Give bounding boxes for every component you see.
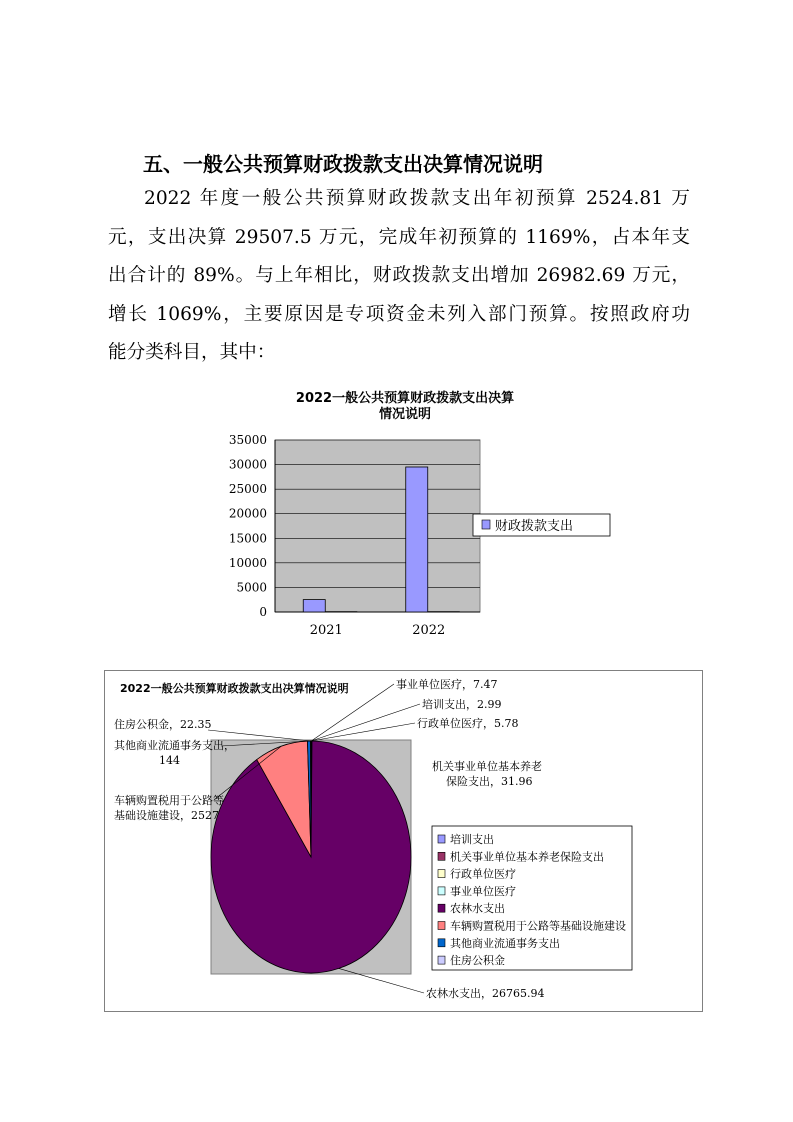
pie-legend-label: 行政单位医疗: [450, 867, 516, 881]
pie-legend-swatch: [438, 956, 445, 964]
pie-data-label: 住房公积金，22.35: [114, 718, 212, 731]
paragraph-line: 2022 年度一般公共预算财政拨款支出年初预算 2524.81 万: [144, 188, 690, 209]
bar-chart: [200, 380, 620, 645]
pie-legend-swatch: [438, 904, 445, 912]
bar-chart-subtitle: 情况说明: [378, 407, 432, 422]
paragraph-line: 元，支出决算 29507.5 万元，完成年初预算的 1169%，占本年支: [108, 226, 690, 248]
section-heading: 五、一般公共预算财政拨款支出决算情况说明: [143, 152, 543, 176]
bar-y-tick-label: 15000: [228, 531, 267, 546]
pie-legend-label: 事业单位医疗: [450, 884, 516, 898]
section-paragraph: [108, 180, 690, 373]
bar-2022: [406, 467, 428, 612]
pie-data-label: 机关事业单位基本养老: [432, 760, 542, 773]
bar-y-tick-label: 5000: [236, 580, 267, 595]
bar-x-tick-label: 2021: [309, 623, 343, 638]
pie-data-label: 车辆购置税用于公路等: [114, 794, 224, 807]
pie-legend-label: 车辆购置税用于公路等基础设施建设: [450, 919, 626, 933]
bar-y-tick-label: 35000: [228, 433, 267, 447]
bar-chart-axes: [229, 433, 480, 638]
bar-x-tick-label: 2022: [412, 623, 446, 638]
bar-y-tick-label: 20000: [228, 506, 267, 521]
bar-legend-label: 财政拨款支出: [495, 519, 574, 534]
pie-legend-label: 培训支出: [450, 833, 494, 846]
bar-y-tick-label: 30000: [228, 457, 267, 472]
bar-y-tick-label: 0: [259, 605, 267, 619]
pie-data-label: 行政单位医疗，5.78: [417, 717, 519, 730]
pie-data-label: 农林水支出，26765.94: [426, 987, 545, 1000]
bar-2021: [303, 600, 325, 612]
pie-data-label: 培训支出，2.99: [422, 698, 502, 711]
pie-legend-label: 住房公积金: [450, 954, 505, 968]
bar-y-tick-label: 25000: [228, 482, 267, 497]
bar-legend-swatch: [482, 520, 490, 529]
bar-plot-area: [275, 440, 480, 612]
pie-data-label: 保险支出，31.96: [446, 775, 533, 788]
pie-legend-swatch: [438, 922, 445, 930]
pie-data-label: 其他商业流通事务支出，: [114, 739, 235, 752]
pie-data-label: 基础设施建设，2527: [114, 809, 219, 822]
pie-legend-swatch: [438, 887, 445, 895]
pie-data-label: 144: [159, 754, 180, 767]
paragraph-line: 能分类科目，其中：: [108, 342, 276, 363]
bar-chart-title: 2022一般公共预算财政拨款支出决算: [295, 391, 515, 406]
pie-legend-label: 机关事业单位基本养老保险支出: [450, 850, 604, 864]
pie-chart-marks: [211, 741, 411, 973]
pie-chart-legend: [432, 826, 632, 970]
pie-legend-swatch: [438, 939, 445, 947]
pie-legend-label: 其他商业流通事务支出: [450, 936, 560, 950]
paragraph-line: 增长 1069%，主要原因是专项资金未列入部门预算。按照政府功: [108, 303, 690, 325]
pie-data-label: 事业单位医疗，7.47: [396, 678, 498, 691]
pie-legend-swatch: [438, 852, 445, 860]
pie-legend-label: 农林水支出: [450, 902, 505, 916]
pie-legend-swatch: [438, 835, 445, 843]
paragraph-line: 出合计的 89%。与上年相比，财政拨款支出增加 26982.69 万元，: [108, 265, 690, 286]
bar-chart-legend: [473, 514, 610, 536]
pie-chart-title: 2022一般公共预算财政拨款支出决算情况说明: [120, 682, 349, 695]
pie-legend-swatch: [438, 870, 445, 878]
bar-y-tick-label: 10000: [228, 555, 267, 570]
pie-chart: [104, 670, 704, 1015]
